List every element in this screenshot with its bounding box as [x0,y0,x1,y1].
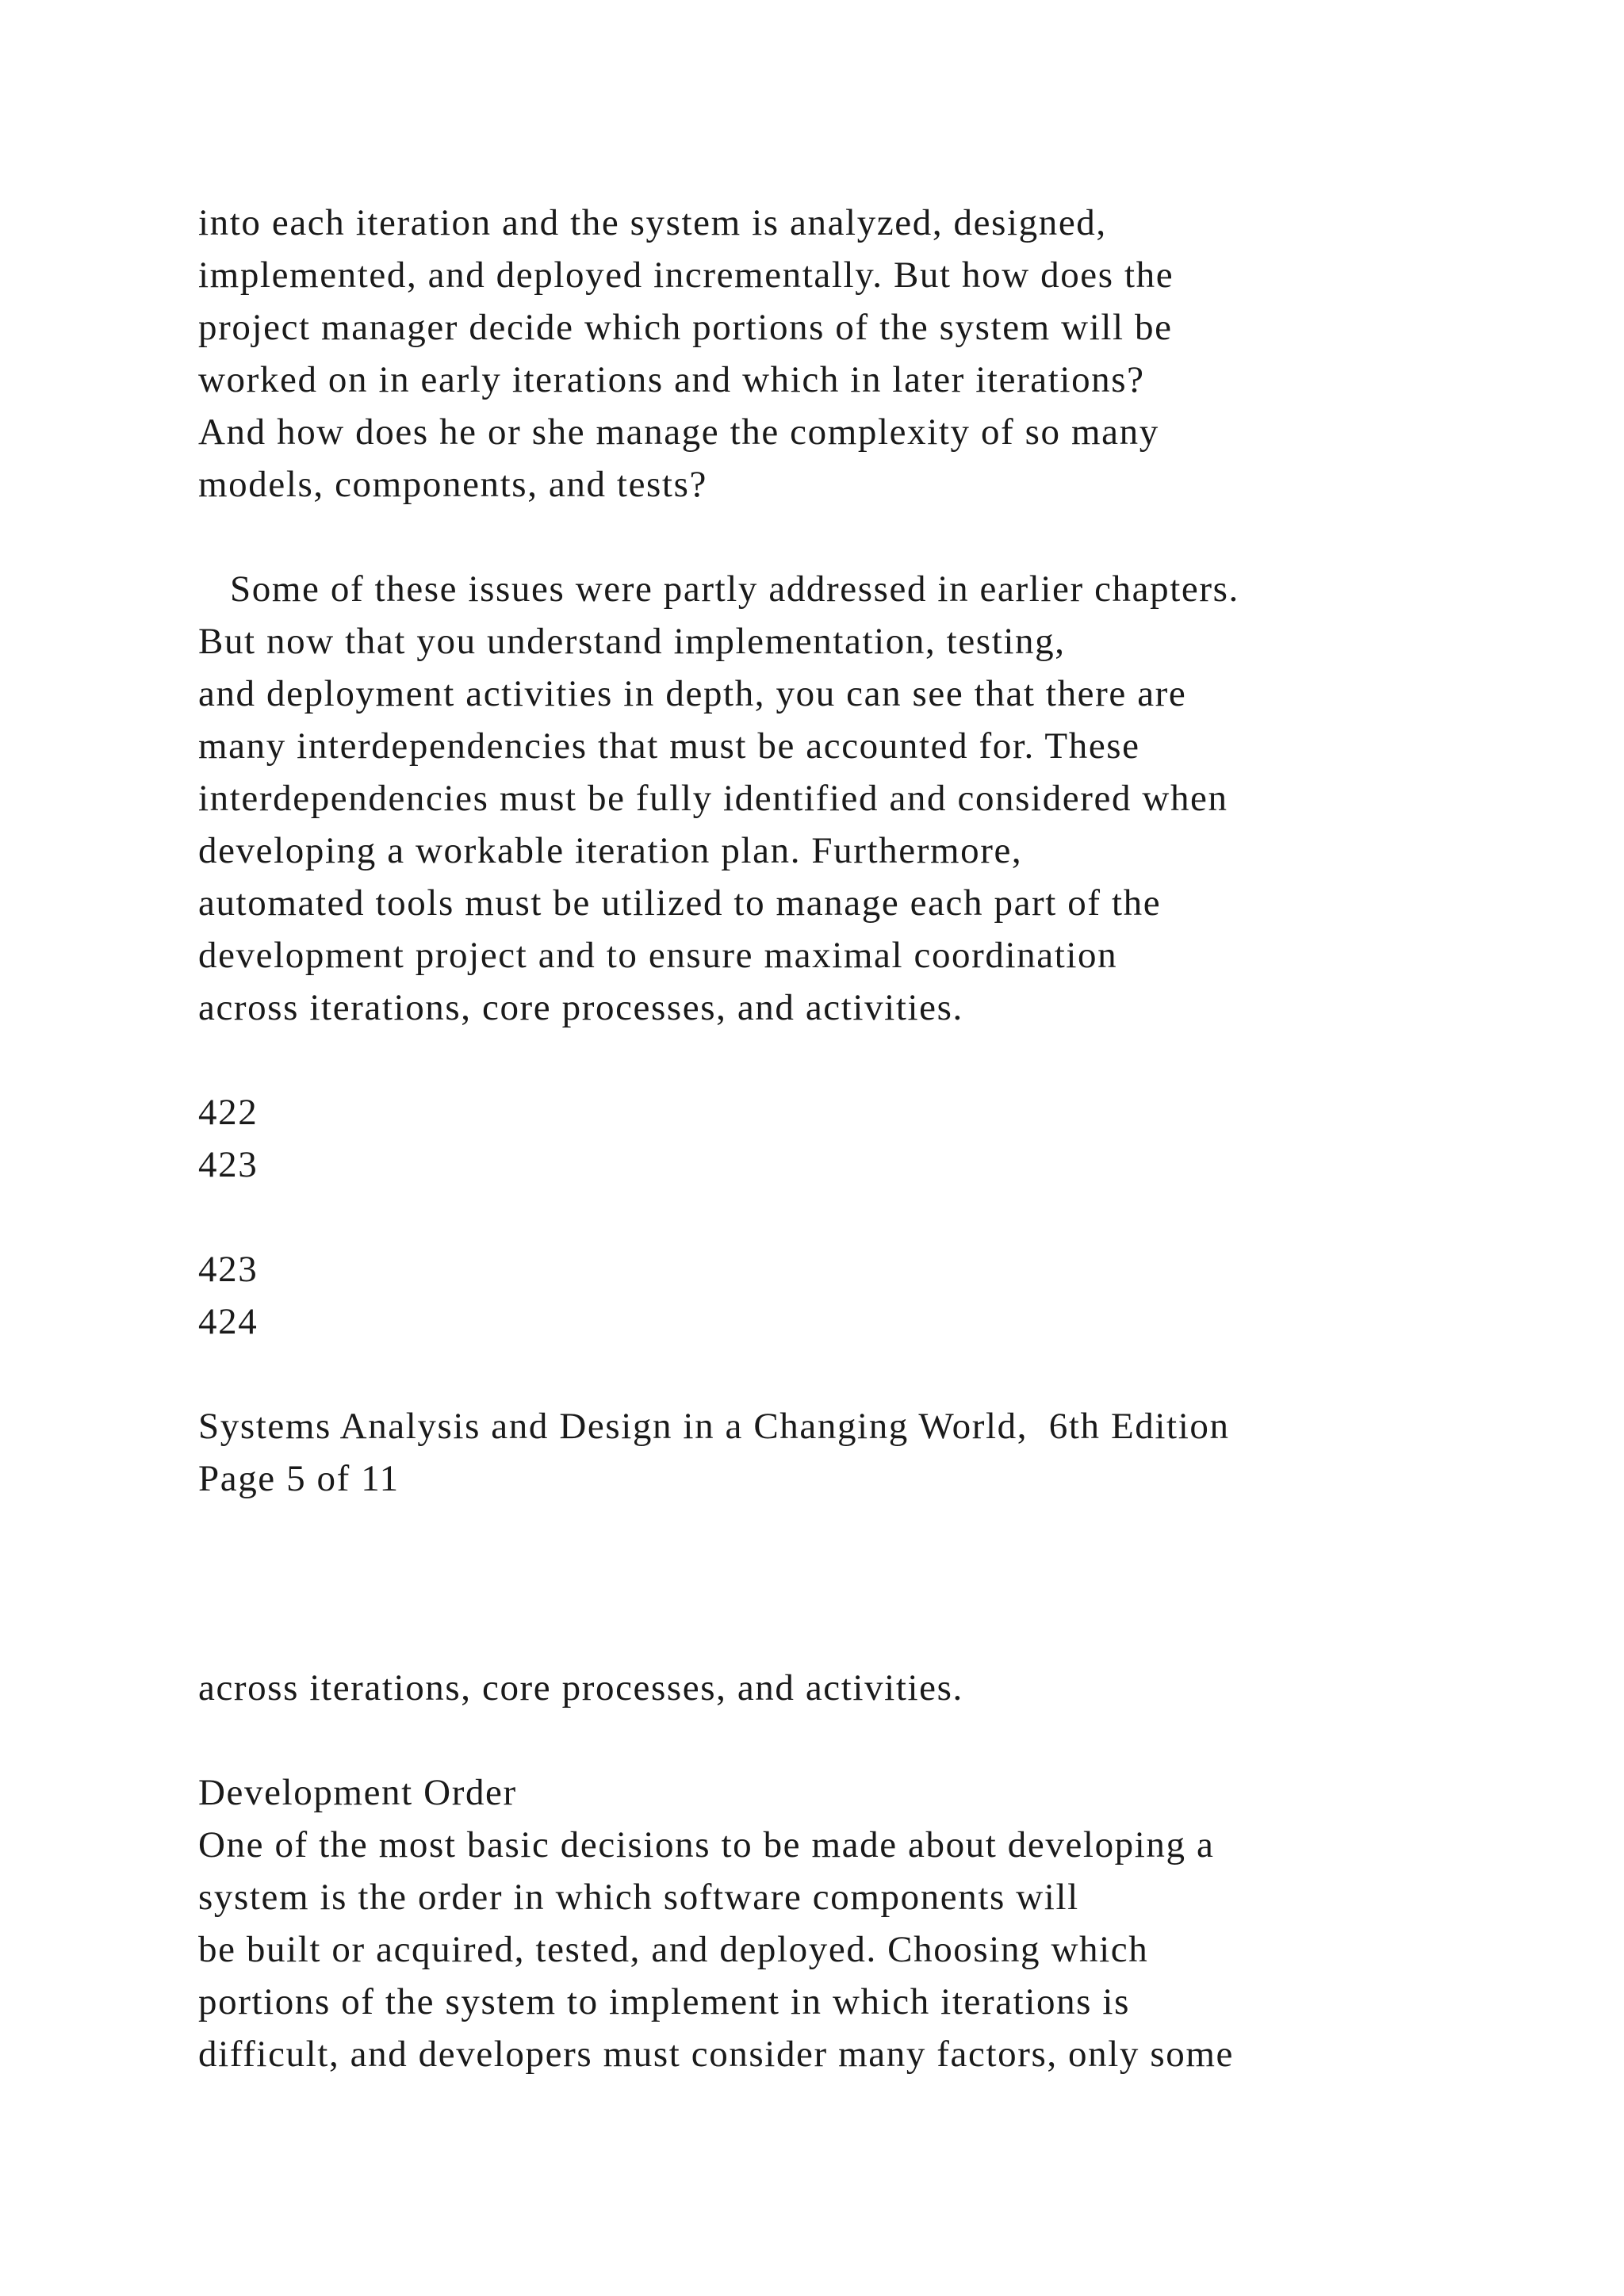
text-line: interdependencies must be fully identified and considered when [198,778,1228,819]
text-line: portions of the system to implement in which iterations is [198,1981,1130,2022]
text-line: Some of these issues were partly addressed in earlier chapters. [198,568,1239,610]
text-line: developing a workable iteration plan. Furthermore, [198,830,1023,871]
text-line: difficult, and developers must consider many factors, only some [198,2034,1234,2075]
text-line: And how does he or she manage the complexity of so many [198,411,1159,453]
page-number: 423 [198,1144,259,1185]
text-line: models, components, and tests? [198,464,707,505]
blank-line [198,1348,1610,1400]
document-page [198,197,1610,2080]
paragraph-intro [198,197,1610,511]
blank-line [198,1557,1610,1609]
text-line: development project and to ensure maximal coordination [198,935,1118,976]
text-line: system is the order in which software components will [198,1877,1079,1918]
text-line: and deployment activities in depth, you can see that there are [198,673,1187,714]
page-number: 423 [198,1249,259,1290]
text-line: into each iteration and the system is analyzed, designed, [198,202,1107,243]
text-line: One of the most basic decisions to be made about developing a [198,1824,1215,1866]
text-line: worked on in early iterations and which in later iterations? [198,359,1145,400]
page-number: 422 [198,1092,259,1133]
page-reference-group [198,1086,1610,1191]
text-line: implemented, and deployed incrementally. But how does the [198,254,1174,296]
blank-line [198,1714,1610,1766]
text-line: automated tools must be utilized to manage each part of the [198,882,1162,924]
text-line: across iterations, core processes, and activities. [198,987,963,1028]
text-line: many interdependencies that must be accounted for. These [198,725,1140,767]
book-title: Systems Analysis and Design in a Changing World, 6th Edition [198,1406,1230,1447]
text-line: project manager decide which portions of the system will be [198,307,1173,348]
paragraph-development-order [198,1819,1610,2080]
section-heading: Development Order [198,1772,517,1813]
blank-line [198,511,1610,563]
page-number: 424 [198,1301,259,1342]
paragraph-issues [198,563,1610,1034]
blank-line [198,1191,1610,1243]
page-reference-group [198,1243,1610,1348]
text-line: But now that you understand implementation, testing, [198,621,1066,662]
blank-line [198,1034,1610,1086]
blank-line [198,1609,1610,1662]
text-line: be built or acquired, tested, and deployed. Choosing which [198,1929,1149,1970]
blank-line [198,1505,1610,1557]
page-footer [198,1400,1610,1505]
page-info: Page 5 of 11 [198,1458,400,1499]
continuation-line: across iterations, core processes, and activities. [198,1667,963,1709]
